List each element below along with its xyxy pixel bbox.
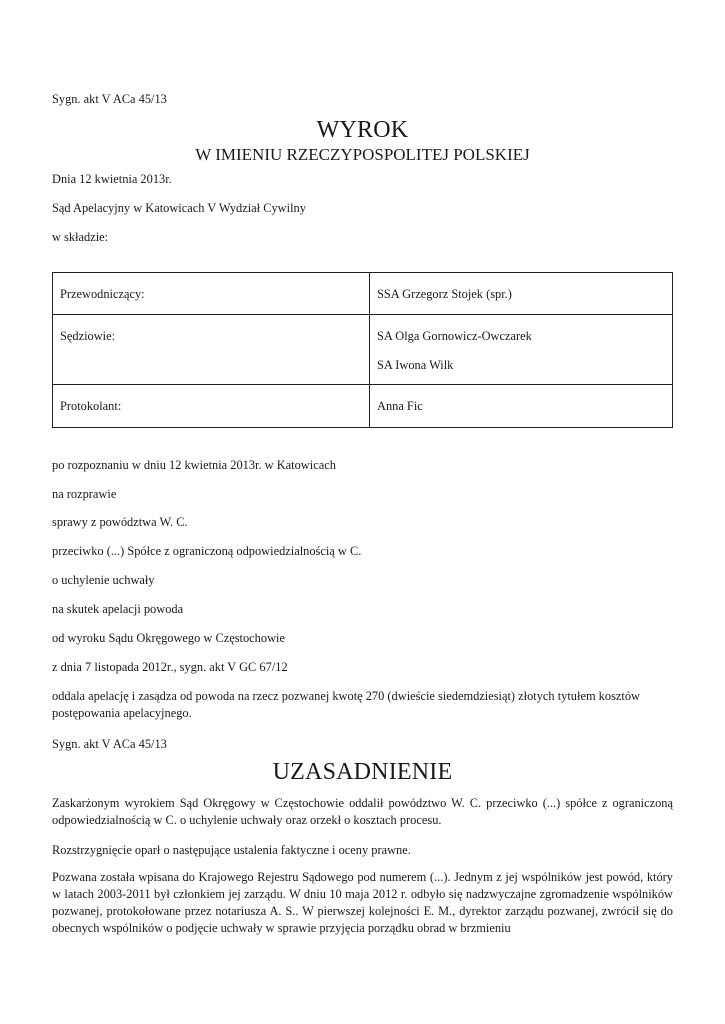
judge-name: SA Iwona Wilk xyxy=(377,358,454,372)
clerk-name: Anna Fic xyxy=(370,385,673,428)
judges-label: Sędziowie: xyxy=(53,315,370,385)
judgment-title: WYROK xyxy=(316,117,409,143)
judgment-subtitle: W IMIENIU RZECZYPOSPOLITEJ POLSKIEJ xyxy=(195,145,530,164)
case-number: Sygn. akt V ACa 45/13 xyxy=(52,92,167,106)
court-panel-table xyxy=(52,272,673,428)
justification-paragraph: Pozwana została wpisana do Krajowego Rejestru Sądowego pod numerem (...). Jednym z jej wspólników jest powód, który w latach 2003-2011 był członkiem jej zarządu. W dniu 10 maja 2012 r. odbyło się nadzwyczajne zgromadzenie wspólników pozwanej, protokołowane przez notariusza A. S.. W pierwszej kolejności E. M., dyrektor zarządu pozwanej, zwrócił się do obecnych wspólników o podjęcie uchwały w sprawie przyjęcia porządku obrad w brzmieniu xyxy=(52,870,673,935)
proceeding-line: o uchylenie uchwały xyxy=(52,573,155,587)
court-name: Sąd Apelacyjny w Katowicach V Wydział Cywilny xyxy=(52,201,306,215)
proceeding-line: z dnia 7 listopada 2012r., sygn. akt V GC 67/12 xyxy=(52,660,288,674)
table-row xyxy=(53,315,673,385)
chair-name: SSA Grzegorz Stojek (spr.) xyxy=(370,273,673,315)
justification-paragraph: Rozstrzygnięcie oparł o następujące ustalenia faktyczne i oceny prawne. xyxy=(52,843,411,857)
proceeding-line: po rozpoznaniu w dniu 12 kwietnia 2013r. w Katowicach xyxy=(52,458,336,472)
ruling-text: oddala apelację i zasądza od powoda na rzecz pozwanej kwotę 270 (dwieście siedemdziesiąt) złotych tytułem kosztów postępowania apelacyjnego. xyxy=(52,689,640,720)
proceeding-line: na skutek apelacji powoda xyxy=(52,602,184,616)
judgment-date: Dnia 12 kwietnia 2013r. xyxy=(52,172,172,186)
table-row xyxy=(53,385,673,428)
judges-cell xyxy=(370,315,673,385)
justification-case-number: Sygn. akt V ACa 45/13 xyxy=(52,737,167,751)
proceeding-line: od wyroku Sądu Okręgowego w Częstochowie xyxy=(52,631,285,645)
justification-paragraph: Zaskarżonym wyrokiem Sąd Okręgowy w Częstochowie oddalił powództwo W. C. przeciwko (...) spółce z ograniczoną odpowiedzialnością w C. o uchylenie uchwały oraz orzekł o kosztach procesu. xyxy=(52,796,673,827)
proceeding-line: na rozprawie xyxy=(52,487,117,501)
clerk-label: Protokolant: xyxy=(53,385,370,428)
proceeding-line: sprawy z powództwa W. C. xyxy=(52,515,188,529)
composition-label: w składzie: xyxy=(52,230,109,244)
proceeding-line: przeciwko (...) Spółce z ograniczoną odpowiedzialnością w C. xyxy=(52,544,362,558)
justification-title: UZASADNIENIE xyxy=(272,759,453,785)
table-row xyxy=(53,273,673,315)
judge-name: SA Olga Gornowicz-Owczarek xyxy=(377,329,532,343)
chair-label: Przewodniczący: xyxy=(53,273,370,315)
